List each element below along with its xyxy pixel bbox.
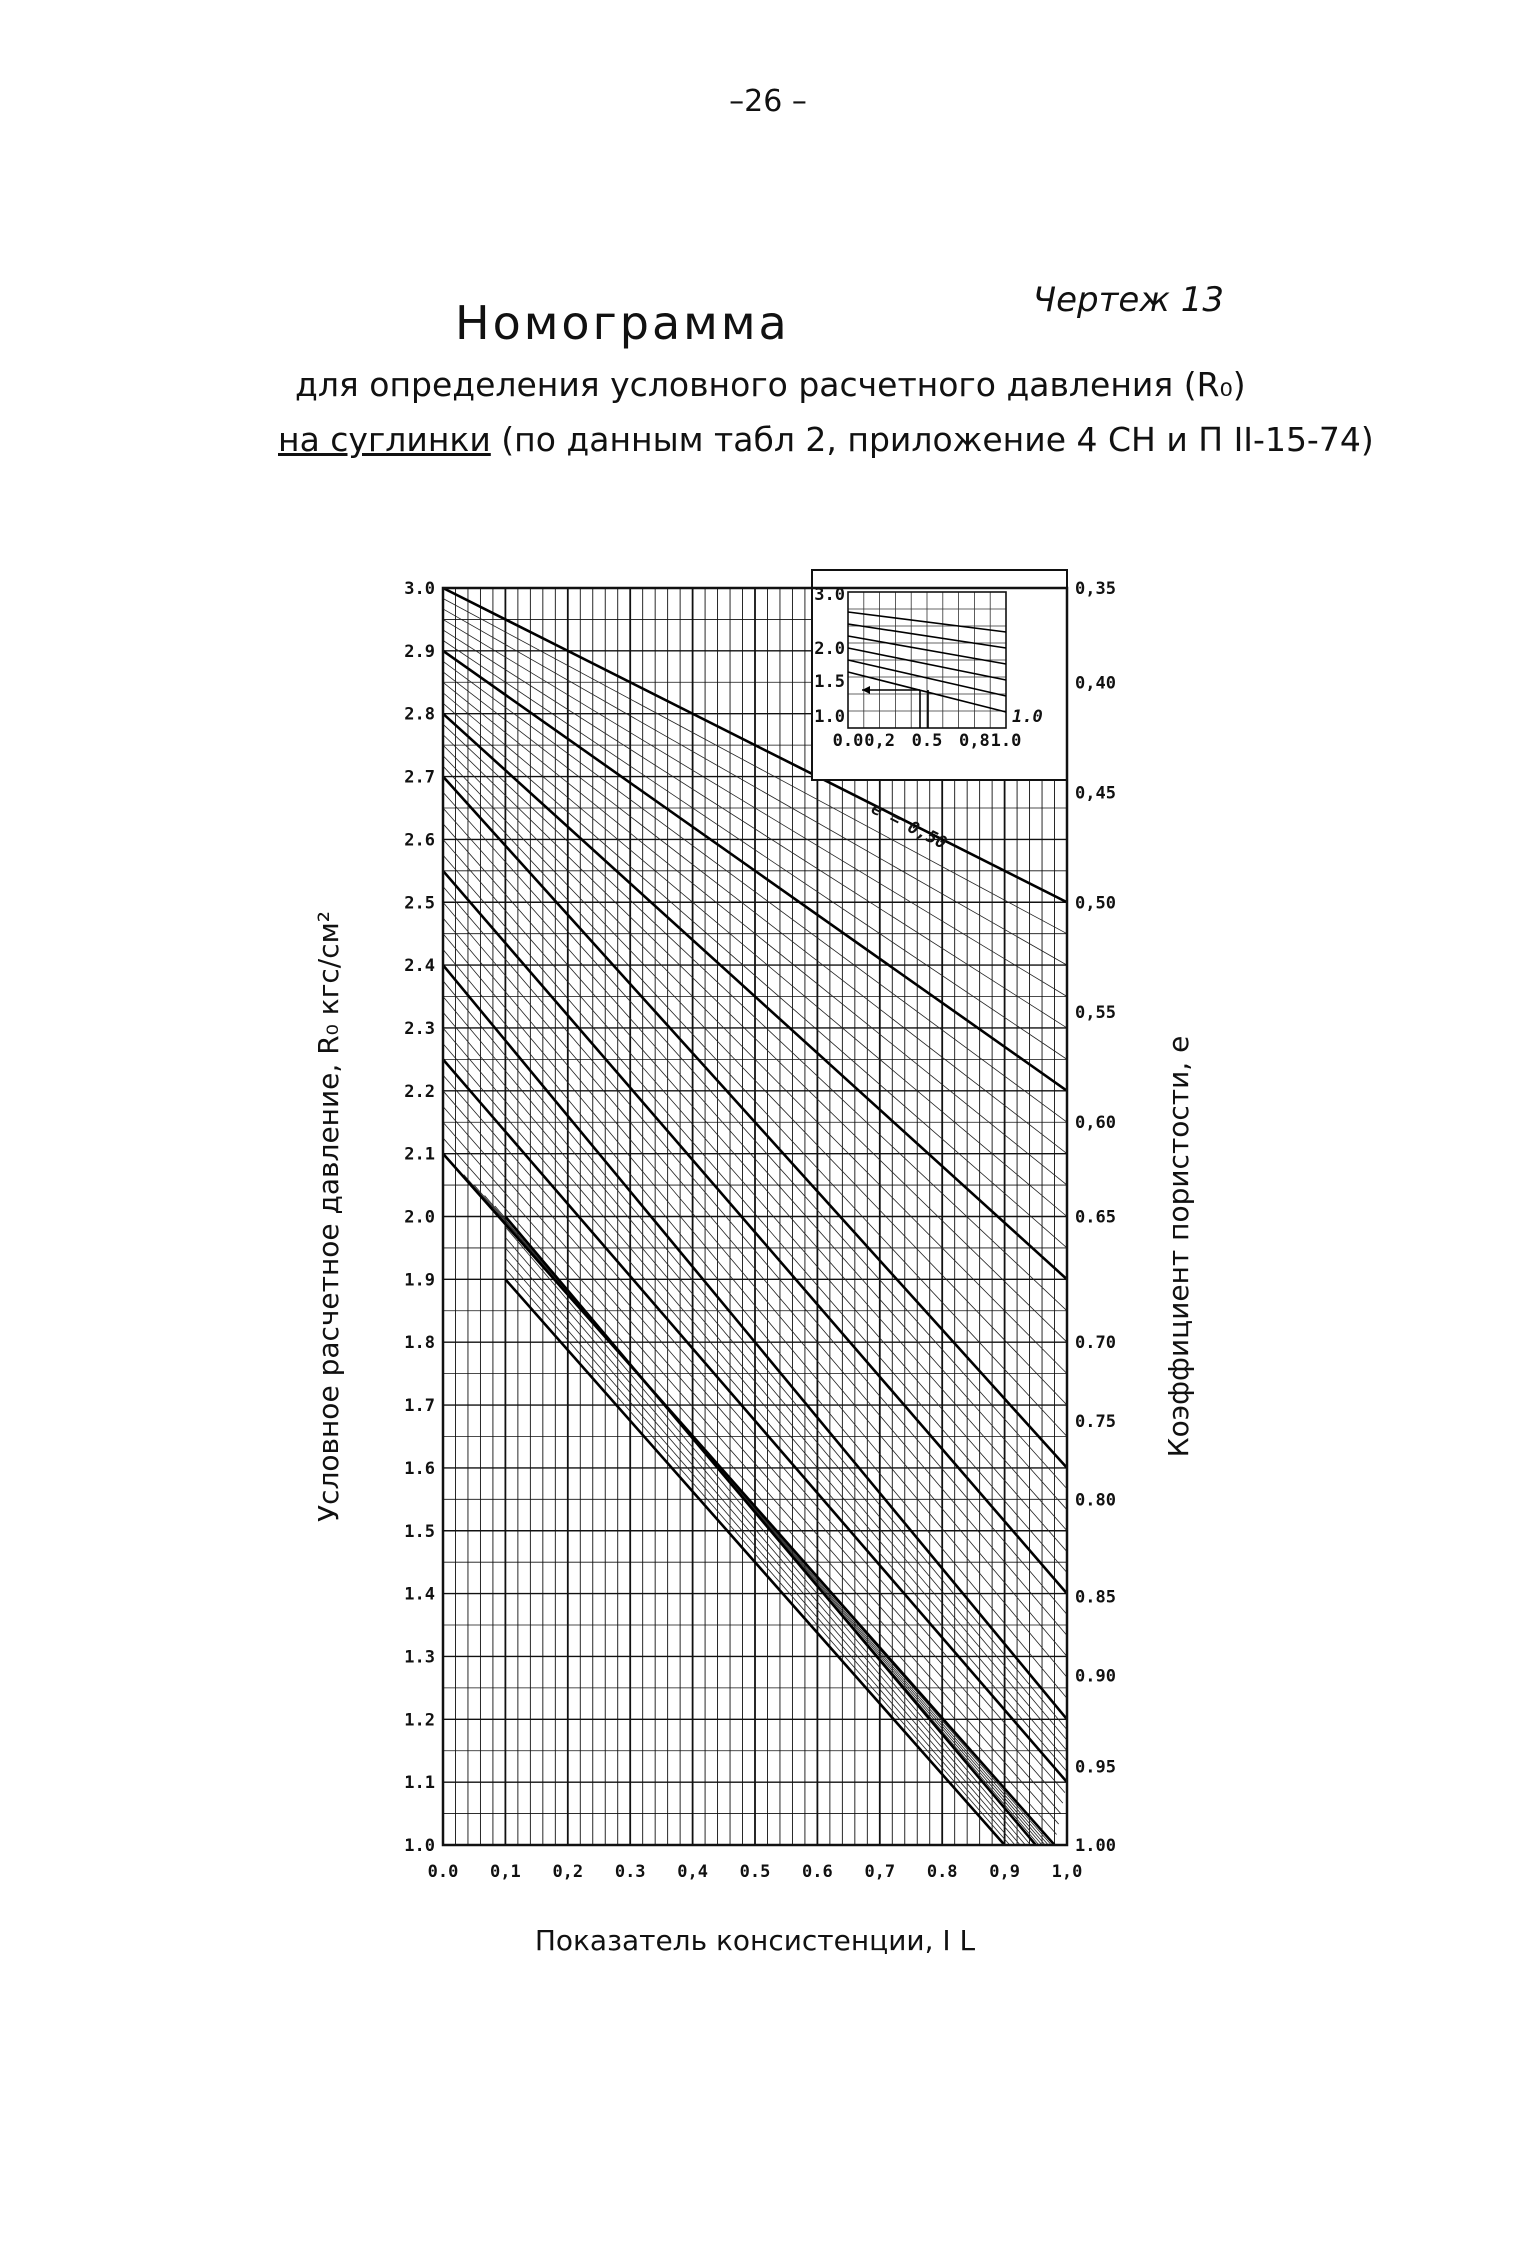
inset-x-tick-label: 0.0 — [832, 731, 864, 751]
y-tick-label: 1.8 — [404, 1333, 435, 1354]
y-tick-label: 2.7 — [404, 767, 435, 788]
y-tick-label: 2.9 — [404, 641, 435, 662]
y-tick-label: 1.4 — [404, 1584, 435, 1605]
x-tick-label: 0.6 — [802, 1862, 833, 1882]
y2-axis-title: Коэффициент пористости, e — [1162, 1035, 1195, 1458]
y-tick-label: 1.9 — [404, 1270, 435, 1291]
right-tick-label: 0,60 — [1075, 1113, 1116, 1134]
inset-x-tick-label: 0.5 — [911, 731, 943, 751]
y-tick-label: 2.3 — [404, 1018, 435, 1039]
hatch-line — [505, 1227, 1030, 1845]
x-tick-label: 0,7 — [864, 1862, 896, 1882]
hatch-line — [505, 1258, 1015, 1845]
page-number: –26 – — [729, 84, 807, 119]
inset-x-tick-label: 0,2 — [864, 731, 895, 751]
y-tick-label: 1.1 — [404, 1773, 435, 1794]
series-label-e050: e = 0,50 — [867, 798, 950, 854]
inset-chart — [812, 570, 1067, 780]
right-tick-label: 0,35 — [1075, 579, 1116, 599]
x-tick-label: 0,1 — [490, 1862, 521, 1882]
inset-y-tick-label: 1.0 — [814, 707, 845, 727]
y-tick-label: 1.7 — [404, 1396, 435, 1417]
hatch-line — [443, 1107, 1061, 1814]
x-axis-title: Показатель консистенции, I L — [534, 1924, 976, 1957]
x-tick-label: 0.5 — [739, 1862, 771, 1882]
hatch-line — [443, 1091, 1063, 1803]
x-tick-label: 0,4 — [677, 1862, 708, 1882]
right-tick-label: 1.00 — [1075, 1836, 1116, 1856]
right-tick-label: 0,45 — [1075, 783, 1116, 804]
x-tick-label: 0.3 — [614, 1862, 646, 1882]
y-axis-title: Условное расчетное давление, R₀ кгс/см² — [312, 911, 345, 1522]
hatch-line — [505, 1237, 1025, 1845]
inset-y-tick-label: 1.5 — [814, 672, 845, 692]
right-tick-label: 0.95 — [1075, 1757, 1116, 1778]
y-tick-label: 2.0 — [404, 1207, 435, 1228]
right-tick-label: 0.90 — [1075, 1666, 1116, 1687]
inset-right-label: 1.0 — [1012, 707, 1043, 727]
right-tick-label: 0,55 — [1075, 1003, 1116, 1024]
inset-x-tick-label: 1.0 — [990, 731, 1022, 751]
inset-y-tick-label: 3.0 — [814, 585, 845, 605]
y-tick-label: 2.2 — [404, 1081, 435, 1102]
right-tick-label: 0.65 — [1075, 1207, 1116, 1228]
y-tick-label: 1.5 — [404, 1521, 435, 1542]
subtitle-underlined: на суглинки — [278, 420, 491, 459]
x-tick-label: 0.0 — [427, 1862, 459, 1882]
y-tick-label: 3.0 — [404, 579, 435, 599]
subtitle-line-1: для определения условного расчетного давления (R₀) — [295, 365, 1246, 404]
inset-y-tick-label: 2.0 — [814, 639, 845, 659]
y-tick-label: 2.4 — [404, 956, 435, 977]
y-tick-label: 1.6 — [404, 1458, 435, 1479]
x-tick-label: 0,2 — [552, 1862, 584, 1882]
x-tick-label: 0.8 — [926, 1862, 958, 1882]
right-tick-label: 0.80 — [1075, 1490, 1116, 1511]
right-tick-label: 0,40 — [1075, 673, 1116, 694]
y-tick-label: 1.3 — [404, 1647, 435, 1668]
page-title: Номограмма — [455, 296, 790, 350]
right-tick-label: 0,50 — [1075, 893, 1116, 914]
x-tick-label: 0,9 — [989, 1862, 1020, 1882]
y-tick-label: 2.8 — [404, 704, 435, 725]
x-tick-label: 1,0 — [1051, 1862, 1083, 1882]
hatch-line — [443, 1075, 1065, 1793]
right-tick-label: 0.85 — [1075, 1587, 1116, 1608]
inset-x-tick-label: 0,8 — [959, 731, 990, 751]
drawing-label: Чертеж 13 — [1032, 280, 1224, 320]
y-tick-label: 2.5 — [404, 893, 435, 914]
y-tick-label: 2.6 — [404, 830, 435, 851]
y-tick-label: 1.0 — [404, 1836, 435, 1856]
y-tick-label: 1.2 — [404, 1710, 435, 1731]
right-tick-label: 0.75 — [1075, 1411, 1116, 1432]
subtitle-rest: (по данным табл 2, приложение 4 СН и П II-15-74) — [490, 420, 1374, 459]
right-tick-label: 0.70 — [1075, 1333, 1116, 1354]
y-tick-label: 2.1 — [404, 1144, 435, 1165]
